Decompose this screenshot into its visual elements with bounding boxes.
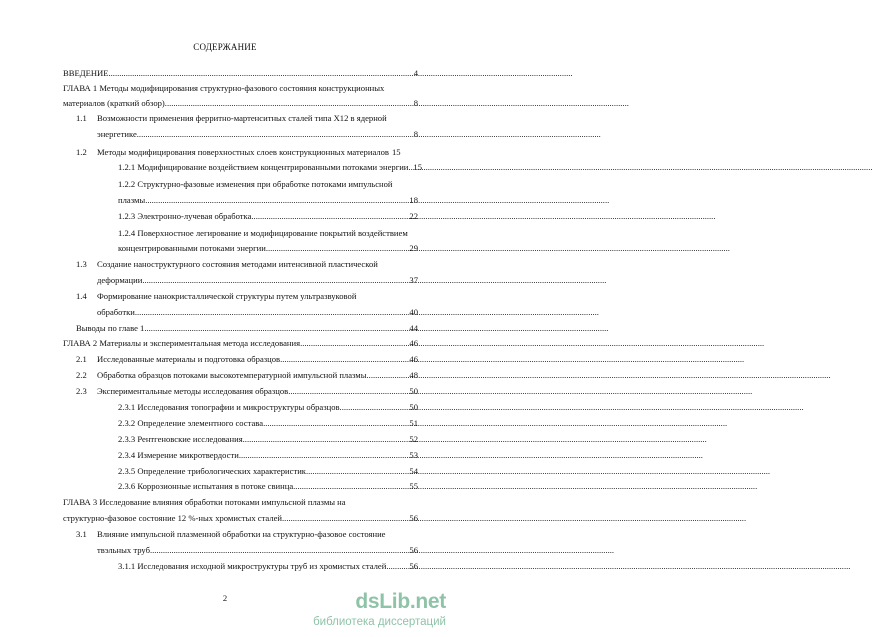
toc-section-number: 2.3: [76, 386, 87, 396]
dot-leader: [280, 354, 408, 365]
toc-entry-text: плазмы: [118, 195, 146, 205]
dot-leader: [135, 307, 409, 318]
toc-entry-1-4-line-1[interactable]: Формирование нанокристаллической структуры путем ультразвуковой: [97, 291, 357, 301]
toc-entry-3-1-1[interactable]: [118, 561, 418, 572]
toc-section-number: 2.1: [76, 354, 87, 364]
toc-entry-chapter-1[interactable]: [63, 98, 418, 109]
dot-leader: [293, 481, 408, 492]
watermark: [300, 588, 450, 637]
dot-leader: [137, 129, 413, 140]
toc-entry-1-2[interactable]: [97, 147, 420, 158]
toc-entry-1-3[interactable]: [97, 275, 418, 286]
page-title: СОДЕРЖАНИЕ: [193, 42, 257, 52]
dot-leader: [145, 195, 408, 206]
toc-entry-text: материалов (краткий обзор): [63, 98, 165, 108]
toc-page-number: 53: [409, 450, 418, 460]
toc-entry-text: структурно-фазовое состояние 12 %-ных хромистых сталей: [63, 513, 283, 523]
dot-leader: [386, 561, 408, 572]
toc-entry-chapter-3[interactable]: [63, 513, 418, 524]
toc-entry-1-2-2[interactable]: [118, 195, 418, 206]
toc-entry-text: деформации: [97, 275, 143, 285]
toc-entry-1-1[interactable]: [97, 129, 418, 140]
dot-leader: [340, 402, 409, 413]
toc-entry-text: концентрированными потоками энергии: [118, 243, 266, 253]
toc-page-number: 55: [409, 481, 418, 491]
toc-entry-2-3-4[interactable]: [118, 450, 418, 461]
dot-leader: [300, 338, 408, 349]
toc-page-number: 4: [413, 68, 418, 78]
toc-page-number: 50: [409, 386, 418, 396]
toc-entry-text: 2.3.3 Рентгеновские исследования: [118, 434, 243, 444]
toc-page-number: 52: [409, 434, 418, 444]
toc-page-number: 37: [409, 275, 418, 285]
toc-entry-text: твэльных труб: [97, 545, 150, 555]
toc-entry-text: Выводы по главе 1: [76, 323, 145, 333]
toc-entry-text: 1.2.3 Электронно-лучевая обработка: [118, 211, 252, 221]
dot-leader: [243, 434, 409, 445]
dot-leader: [144, 323, 408, 334]
toc-entry-2-3-6[interactable]: [118, 481, 418, 492]
dot-leader: [251, 211, 408, 222]
toc-entry-2-3-1[interactable]: [118, 402, 418, 413]
watermark-subtitle: библиотека диссертаций: [313, 616, 446, 628]
toc-entry-text: 2.3.4 Измерение микротвердости: [118, 450, 239, 460]
toc-entry-text: Методы модифицирования поверхностных слоев конструкционных материалов: [97, 147, 389, 157]
dot-leader: [367, 370, 409, 381]
toc-page-number: 8: [413, 129, 418, 139]
toc-page-number: 18: [409, 195, 418, 205]
toc-page-number: 29: [409, 243, 418, 253]
toc-entry-chapter-1-line-1[interactable]: ГЛАВА 1 Методы модифицирования структурно-фазового состояния конструкционных: [63, 83, 385, 93]
toc-entry-1-2-2-line-1[interactable]: 1.2.2 Структурно-фазовые изменения при обработке потоками импульсной: [118, 179, 393, 189]
toc-entry-1-4[interactable]: [97, 307, 418, 318]
dot-leader: [288, 386, 408, 397]
toc-entry-2-3-2[interactable]: [118, 418, 418, 429]
dot-leader: [109, 68, 413, 79]
toc-entry-2-1[interactable]: [97, 354, 418, 365]
toc-entry-chapter-2[interactable]: [63, 338, 418, 349]
toc-entry-chapter-3-line-1[interactable]: ГЛАВА 3 Исследование влияния обработки потоками импульсной плазмы на: [63, 497, 346, 507]
toc-page-number: 8: [413, 98, 418, 108]
toc-entry-conclusions-1[interactable]: [76, 323, 418, 334]
dot-leader: [266, 243, 409, 254]
toc-entry-text: энергетике: [97, 129, 137, 139]
toc-section-number: 2.2: [76, 370, 87, 380]
toc-page-number: 15: [392, 147, 401, 157]
toc-entry-text: 1.2.1 Модифицирование воздействием концентрированными потоками энергии: [118, 162, 409, 172]
toc-page-number: 46: [409, 338, 418, 348]
toc-entry-1-2-3[interactable]: [118, 211, 418, 222]
dot-leader: [165, 98, 413, 109]
dot-leader: [282, 513, 408, 524]
toc-page-number: 46: [409, 354, 418, 364]
toc-page-number: 50: [409, 402, 418, 412]
toc-entry-text: 2.3.6 Коррозионные испытания в потоке свинца: [118, 481, 294, 491]
toc-entry-1-2-4[interactable]: [118, 243, 418, 254]
toc-entry-3-1-line-1[interactable]: Влияние импульсной плазменной обработки на структурно-фазовое состояние: [97, 529, 386, 539]
dot-leader: [150, 545, 408, 556]
toc-entry-1-3-line-1[interactable]: Создание наноструктурного состояния методами интенсивной пластической: [97, 259, 378, 269]
toc-entry-2-3-5[interactable]: [118, 466, 418, 477]
toc-entry-text: Экспериментальные методы исследования образцов: [97, 386, 289, 396]
toc-page-number: 51: [409, 418, 418, 428]
toc-entry-text: ГЛАВА 2 Материалы и экспериментальная метода исследования: [63, 338, 301, 348]
dot-leader: [239, 450, 409, 461]
toc-page-number: 15: [413, 162, 423, 172]
toc-section-number: 3.1: [76, 529, 87, 539]
toc-entry-text: 2.3.5 Определение трибологических характеристик: [118, 466, 306, 476]
toc-entry-text: обработки: [97, 307, 135, 317]
toc-entry-text: ВВЕДЕНИЕ: [63, 68, 109, 78]
toc-entry-text: 2.3.2 Определение элементного состава: [118, 418, 264, 428]
dot-leader: [306, 466, 408, 477]
watermark-logo: dsLib.net: [355, 590, 446, 613]
dot-leader: [142, 275, 408, 286]
toc-page-number: 44: [409, 323, 418, 333]
toc-page-number: 48: [409, 370, 418, 380]
toc-section-number: 1.2: [76, 147, 87, 157]
toc-entry-3-1[interactable]: [97, 545, 418, 556]
toc-entry-text: 2.3.1 Исследования топографии и микроструктуры образцов: [118, 402, 340, 412]
dot-leader: [263, 418, 408, 429]
toc-entry-2-3[interactable]: [97, 386, 418, 397]
toc-page-number: 56: [409, 545, 418, 555]
toc-section-number: 1.4: [76, 291, 87, 301]
toc-entry-introduction[interactable]: [63, 68, 418, 79]
toc-entry-text: Исследованные материалы и подготовка образцов: [97, 354, 281, 364]
toc-entry-text: Обработка образцов потоками высокотемпературной импульсной плазмы: [97, 370, 367, 380]
toc-entry-2-2[interactable]: [97, 370, 418, 381]
toc-entry-1-1-line-1[interactable]: Возможности применения ферритно-мартенситных сталей типа Х12 в ядерной: [97, 113, 387, 123]
toc-page-number: 56: [409, 561, 418, 571]
page-number: 2: [222, 593, 228, 603]
toc-page-number: 56: [409, 513, 418, 523]
toc-entry-2-3-3[interactable]: [118, 434, 418, 445]
toc-page-number: 22: [409, 211, 418, 221]
toc-entry-1-2-4-line-1[interactable]: 1.2.4 Поверхностное легирование и модифицирование покрытий воздействием: [118, 228, 408, 238]
toc-entry-text: 3.1.1 Исследования исходной микроструктуры труб из хромистых сталей: [118, 561, 387, 571]
toc-page-number: 40: [409, 307, 418, 317]
toc-section-number: 1.1: [76, 113, 87, 123]
toc-page-number: 54: [409, 466, 418, 476]
toc-entry-1-2-1[interactable]: [118, 162, 423, 173]
toc-section-number: 1.3: [76, 259, 87, 269]
